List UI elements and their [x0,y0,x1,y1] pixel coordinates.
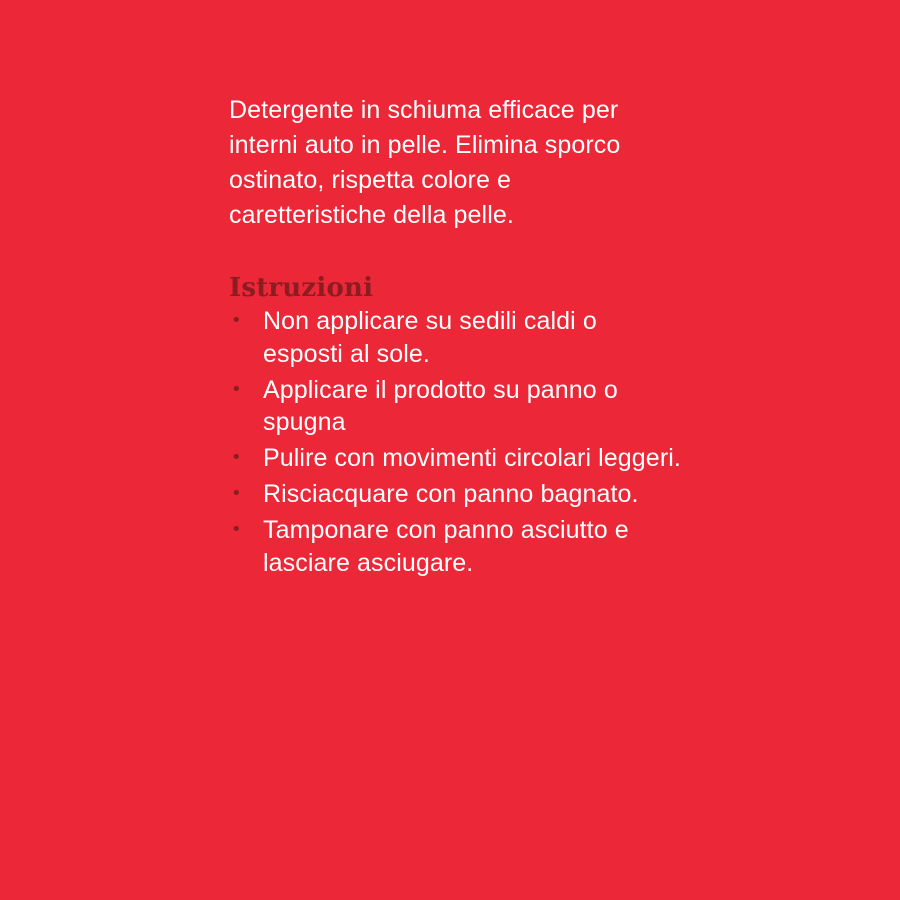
bullet-icon: • [231,483,242,504]
instruction-step [229,514,683,579]
instruction-step [229,305,683,370]
label-content [229,93,679,583]
instruction-step-text: Non applicare su sedili caldi o esposti al sole. [263,307,597,368]
instruction-step-text: Pulire con movimenti circolari leggeri. [263,444,681,472]
instructions-list [229,305,679,579]
instruction-step [229,478,683,511]
bullet-icon: • [231,378,242,400]
instruction-step [229,374,683,439]
instruction-step [229,442,683,475]
instructions-heading: Istruzioni [229,273,374,303]
bullet-icon: • [231,519,242,540]
bullet-icon: • [231,447,242,468]
instruction-step-text: Tamponare con panno asciutto e lasciare asciugare. [263,516,629,577]
instruction-step-text: Risciacquare con panno bagnato. [263,480,639,508]
instruction-step-text: Applicare il prodotto su panno o spugna [263,375,618,436]
product-description: Detergente in schiuma efficace per interni auto in pelle. Elimina sporco ostinato, rispetta colore e caretteristiche della pelle. [229,96,621,229]
bullet-icon: • [231,310,242,331]
